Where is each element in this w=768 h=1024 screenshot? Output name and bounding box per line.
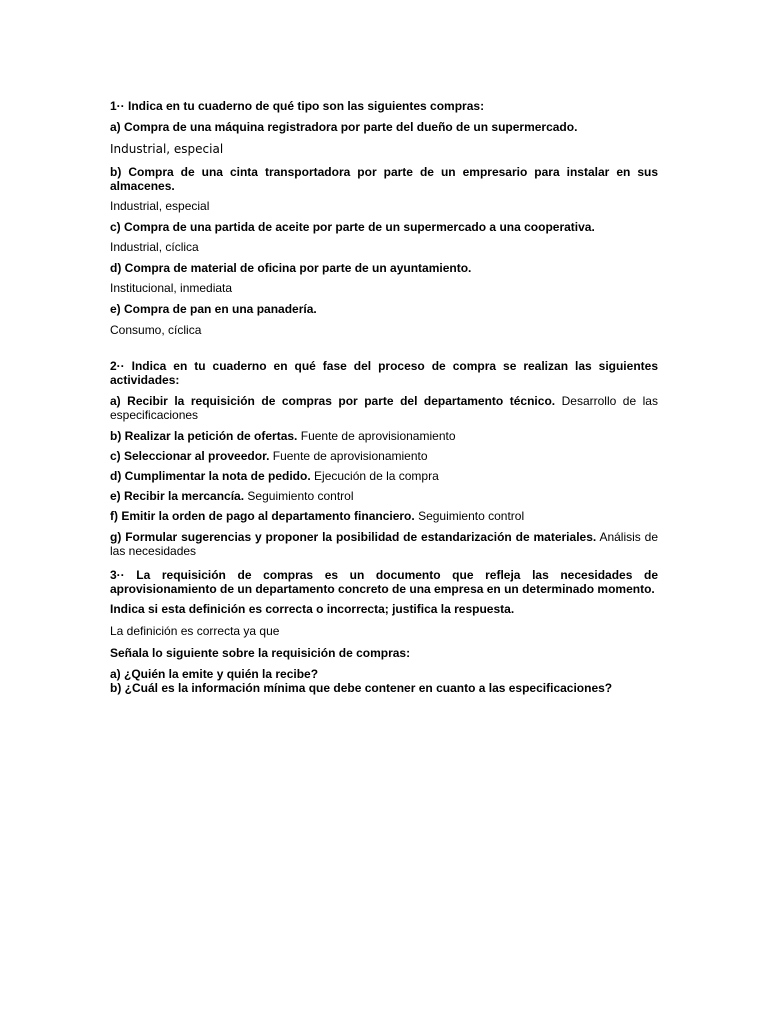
- question-3-prompt: Indica si esta definición es correcta o incorrecta; justifica la respuesta.: [110, 602, 515, 616]
- answer-3: La definición es correcta ya que: [110, 624, 280, 638]
- answer-1e: Consumo, cíclica: [110, 323, 202, 337]
- question-2a: [110, 394, 658, 422]
- question-2c-text: c) Seleccionar al proveedor.: [110, 449, 270, 463]
- question-2f-text: f) Emitir la orden de pago al departamento financiero.: [110, 509, 415, 523]
- answer-2e: Seguimiento control: [247, 489, 354, 503]
- answer-2a: Desarrollo de las especificaciones: [110, 394, 658, 422]
- answer-1d: Institucional, inmediata: [110, 281, 233, 295]
- answer-2d: Ejecución de la compra: [314, 469, 439, 483]
- question-3: [110, 568, 658, 695]
- question-2-title: 2·· Indica en tu cuaderno en qué fase del proceso de compra se realizan las siguientes actividades:: [110, 359, 658, 387]
- question-1-title: 1·· Indica en tu cuaderno de qué tipo son las siguientes compras:: [110, 99, 485, 113]
- answer-1b: Industrial, especial: [110, 199, 210, 213]
- question-2d-text: d) Cumplimentar la nota de pedido.: [110, 469, 311, 483]
- question-1d: d) Compra de material de oficina por parte de un ayuntamiento.: [110, 261, 472, 275]
- answer-2c: Fuente de aprovisionamiento: [272, 449, 428, 463]
- answer-1a: Industrial, especial: [110, 142, 224, 156]
- document-body: [110, 99, 658, 695]
- question-2d: [110, 469, 658, 483]
- question-2f: [110, 509, 658, 523]
- question-2b-text: b) Realizar la petición de ofertas.: [110, 429, 298, 443]
- question-1a: a) Compra de una máquina registradora por parte del dueño de un supermercado.: [110, 120, 578, 134]
- question-2e: [110, 489, 658, 503]
- answer-1c: Industrial, cíclica: [110, 240, 199, 254]
- question-2g: [110, 530, 658, 558]
- question-2c: [110, 449, 658, 463]
- question-3-subtitle: Señala lo siguiente sobre la requisición de compras:: [110, 646, 411, 660]
- question-1c: c) Compra de una partida de aceite por parte de un supermercado a una cooperativa.: [110, 220, 595, 234]
- question-3b: b) ¿Cuál es la información mínima que debe contener en cuanto a las especificaciones?: [110, 681, 613, 695]
- question-2e-text: e) Recibir la mercancía.: [110, 489, 245, 503]
- question-2: [110, 359, 658, 558]
- answer-2g: Análisis de las necesidades: [110, 530, 659, 558]
- question-2g-text: g) Formular sugerencias y proponer la posibilidad de estandarización de materiales.: [110, 530, 597, 544]
- question-2a-text: a) Recibir la requisición de compras por parte del departamento técnico.: [110, 394, 556, 408]
- answer-2b: Fuente de aprovisionamiento: [300, 429, 456, 443]
- question-1: [110, 99, 658, 337]
- question-2b: [110, 429, 658, 443]
- question-1e: e) Compra de pan en una panadería.: [110, 302, 317, 316]
- question-1b: b) Compra de una cinta transportadora por parte de un empresario para instalar en sus almacenes.: [110, 165, 658, 193]
- question-3a: a) ¿Quién la emite y quién la recibe?: [110, 667, 319, 681]
- question-3-title: 3·· La requisición de compras es un documento que refleja las necesidades de aprovisionamiento de un departamento concreto de una empresa en un determinado momento.: [110, 568, 658, 596]
- answer-2f: Seguimiento control: [418, 509, 525, 523]
